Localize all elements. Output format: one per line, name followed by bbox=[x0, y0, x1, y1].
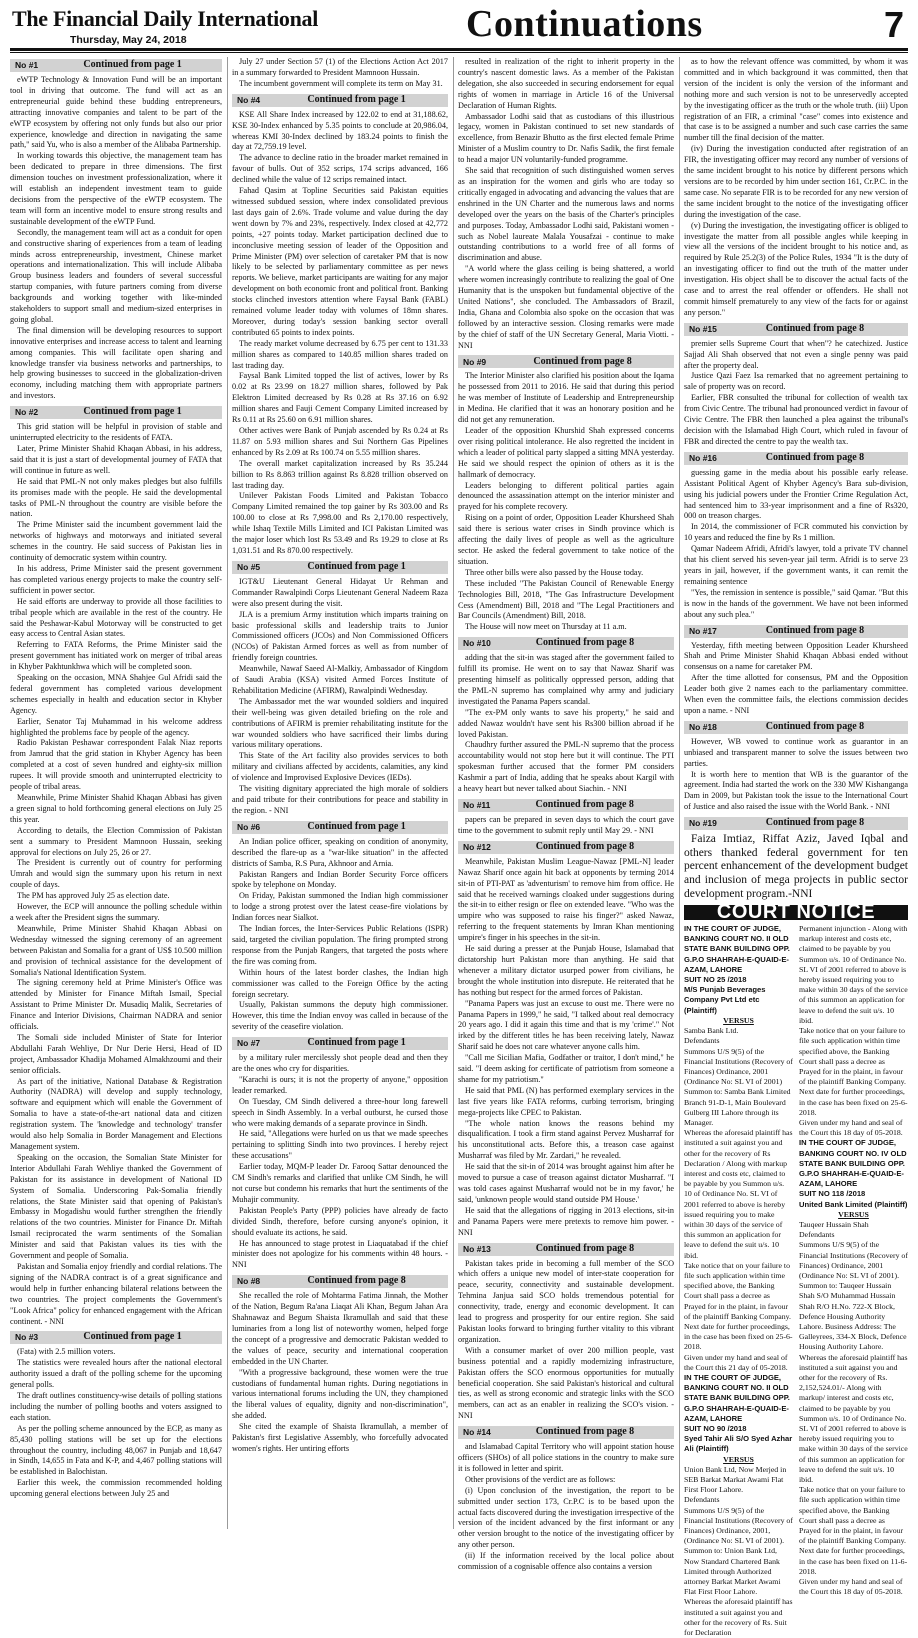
court-notice-text: Whereas the aforesaid plaintiff has instituted a suit against you and other for the recovery of Rs Declaration / Along with markup interest and costs etc, claimed to be payable by you Summon u/s. 10 of Ordinance No. SL VI of 2001 referred to above is hereby issued requiring you to make within 30 days of the service of this summon an application for leave to defend the suit u/s. 10 ibid. bbox=[684, 1128, 793, 1260]
article-paragraph: In 2014, the commissioner of FCR commuted his conviction by 10 years and reduced the fine by Rs 1 million. bbox=[684, 522, 908, 543]
continuation-number: No #4 bbox=[237, 94, 261, 105]
article-paragraph: (ii) If the information received by the local police about commission of a cognisable offence also contains a version bbox=[458, 1551, 674, 1572]
article-paragraph: He said during a presser at the Punjab House, Islamabad that dictatorship hurt Pakistan more than anything. He said that whenever a military dictator usurped power from civilians, he brought the whole institution into disrepute. He reiterated that he has nothing but respect for the armed forces of Pakistan. bbox=[458, 944, 674, 997]
court-notice-text: Summon to: Union Bank Ltd, Now Standard Chartered Bank Limited through Authorized attorney Barkat Market Awami Flat First Floor Lahore. bbox=[684, 1546, 781, 1597]
article-paragraph: Pakistan Rangers and Indian Border Security Force officers spoke by telephone on Monday. bbox=[232, 869, 448, 890]
article-continuation bbox=[458, 1243, 674, 1423]
article-continuation bbox=[232, 94, 448, 557]
article-paragraph: adding that the sit-in was staged after the government failed to fulfill its promise. He went on to say that Nawaz Sharif was presenting himself as politically oppressed person, adding that the PML-N supremo has complained why army and judiciary investigated the Panama Papers scandal. bbox=[458, 653, 674, 706]
continuation-number: No #16 bbox=[689, 452, 717, 463]
article-continuation bbox=[458, 1426, 674, 1573]
article-paragraph: guessing game in the media about his possible early release. Assistant Political Agent of Khyber Agency's Bara sub-division, using his judicial powers under the Frontier Crime Regulation Act, had sentenced him to 33-year imprisonment and a fine of Rs320, 000 on treason charges. bbox=[684, 467, 908, 521]
article-continuation bbox=[458, 841, 674, 1239]
article-paragraph: This State of the Art facility also provides services to both military and civilians affected by accidents, calamities, any kind of violence and Improvised Explosive Devices (IEDs). bbox=[232, 751, 448, 783]
article-paragraph: He said that PML-N not only makes pledges but also fulfills its promises made with the people. He said the developmental tasks of PML-N throughout the country are visible before the nation. bbox=[10, 476, 222, 519]
masthead-rule bbox=[10, 48, 908, 51]
article-paragraph: After the time allotted for consensus, PM and the Opposition Leader both give 2 names each to the parliamentary committee. When even the committee fails, the elections commission decides upon a name. - NNI bbox=[684, 673, 908, 715]
article-paragraph: Pakistan and Somalia enjoy friendly and cordial relations. The signing of the NADRA contract is of a great significance and would help in further enhancing bilateral relations between the two countries. The project complements the Government's "Look Africa" policy for enhanced engagement with the African continent. - NNI bbox=[10, 1261, 222, 1326]
article-paragraph: Earlier this week, the commission recommended holding upcoming general elections between July 25 and bbox=[10, 1478, 222, 1499]
court-notice-text: Defendants bbox=[799, 1230, 835, 1240]
article-paragraph: Fahad Qasim at Topline Securities said Pakistan equities witnessed subdued session, where index consolidated previous last days gain of 2.6%. Trade volume and value during the day went down by 7% and 23%, respectively. Index closed at 42,772 points, +27 points today. Market participation declined due to inconclusive meeting session of leader of the Opposition and Prime Minister (PM) over selection of caretaker PM that is now likely to be selected by parliamentary committee as per news reports. We believe, market participants are waiting for any major development on both economic front and political front. Banking stocks clinched investors attention where Faysal Bank (FABL) remained volume leader today with volumes of 18mn shares. Moreover, during today's session banking sector overall contributed 65 points to index points. bbox=[232, 186, 448, 337]
column-divider bbox=[227, 57, 228, 1529]
article-paragraph: as to how the relevant offence was committed, by whom it was committed and in which background it was committed, then that version of the incident is only the version of the informant and nothing more and such version is not to be unreservedly accepted by the investigating officer as the truth or the whole truth. (iii) Upon registration of an FIR, a criminal "case" comes into existence and that case is to be assigned a number and such case carries the same number till the final decision of the matter. bbox=[684, 57, 908, 143]
continuation-label: Continued from page 8 bbox=[765, 451, 865, 463]
continuation-header bbox=[10, 406, 222, 419]
article-paragraph: In working towards this objective, the management team has been dedicated to prepare in three dimensions. The first dimension touches on investment professionalization, where it will establish an independent investment team to guide decisions from the perspective of the eWTP ecosystem. The team will form an incentive model to ensure strong results and sustainable development of the eWTP Fund. bbox=[10, 151, 222, 226]
article-paragraph: IGT&U Lieutenant General Hidayat Ur Rehman and Commander Rawalpindi Corps Lieutenant General Nadeem Raza were also present during the visit. bbox=[232, 576, 448, 608]
article-paragraph: Ambassador Lodhi said that as custodians of this illustrious legacy, women in Pakistan continued to set new standards of excellence, from Benazir Bhutto as the first elected female Prime Minister of a Muslim country to Dr. Nafis Sadik, the first female to head a major UN voluntarily-funded programme. bbox=[458, 111, 674, 165]
continuation-number: No #14 bbox=[463, 1427, 491, 1438]
column-divider bbox=[453, 57, 454, 1529]
continuation-label: Continued from page 1 bbox=[83, 1331, 182, 1343]
article-paragraph: Qamar Nadeem Afridi, Afridi's lawyer, told a private TV channel that his client served his seven-year jail term. Afridi is to serve 23 years in jail, however, if the government wants, it can remit the remaining sentence bbox=[684, 544, 908, 586]
court-notice-text: Given under my hand and seal of the Court this 18 day of 05-2018. bbox=[799, 1117, 903, 1138]
court-notice-heading: IN THE COURT OF JUDGE, BANKING COURT NO. II OLD STATE BANK BUILDING OPP. G.P.O SHAHRAH-E-QUAID-E-AZAM, LAHORE bbox=[684, 1373, 790, 1423]
section-title: Continuations bbox=[466, 3, 703, 45]
column-divider bbox=[679, 57, 680, 1529]
continuation-number: No #12 bbox=[463, 841, 491, 852]
article-paragraph: premier sells Supreme Court that when"? he catechized. Justice Sajjad Ali Shah observed that not even a single penny was paid after the property deal. bbox=[684, 338, 908, 370]
article-paragraph: Speaking on the occasion, the Somalian State Minister for Interior Abdullahi Farah Wehliye thanked the Government of Pakistan for its assistance in development of National ID System of Somalia. Underscoring Pak-Somalia friendly relations, the State Minister said that opening of Pakistan's Embassy in Mogadishu would further strengthen the friendly relations of the two countries. Minister for Finance Dr. Miftah Ismail reciprocated the warm sentiments of the Somalian Minister and said that Pakistan values its ties with the Government and people of Somalia. bbox=[10, 1152, 222, 1261]
article-paragraph: "With a progressive background, these women were the true custodians of fundamental human rights. During negotiations in various international forums including the UN, they championed the liberal values of equality, dignity and non-discrimination", she added. bbox=[232, 1367, 448, 1421]
court-notice-text: Union Bank Ltd, Now Merjed in SEB Barkat Markat Awami Flat First Floor Lahore. bbox=[684, 1464, 787, 1495]
court-notice-text: Whereas the aforesaid plaintiff has instituted a suit against you and other for the recovery of Rs. Suit for Declaration bbox=[684, 1597, 793, 1638]
article-paragraph: The Prime Minister said the incumbent government laid the networks of highways and motorways and initiated several schemes in the country. He said success of Pakistan lies in continuity of democratic system within country. bbox=[10, 520, 222, 563]
court-notice-heading: United Bank Limited (Plaintiff) bbox=[799, 1199, 908, 1209]
court-notice-text: Summon to: Samba Bank Limited Branch 91-D-1, Main Boulevard Gulberg III Lahore through its Manager. bbox=[684, 1087, 791, 1127]
continuation-number: No #6 bbox=[237, 821, 261, 832]
court-notice-text: Samba Bank Ltd. bbox=[684, 1026, 739, 1036]
article-paragraph: Radio Pakistan Peshawar correspondent Falak Niaz reports from Jamrud that the grid station in Khyber Agency has been completed at a cost of seven hundred and eighty-six million rupees. It will provide smooth and uninterrupted electricity to people of tribal areas. bbox=[10, 738, 222, 792]
article-paragraph: He said that PML (N) has performed exemplary services in the last five years like FATA reforms, curbing terrorism, bringing mega-projects like CPEC to Pakistan. bbox=[458, 1085, 674, 1117]
continuation-header bbox=[458, 841, 674, 854]
continuation-number: No #2 bbox=[15, 407, 39, 418]
article-paragraph: On Tuesday, CM Sindh delivered a three-hour long farewell speech in Sindh Assembly. In a verbal outburst, he cursed those who were making demands of a separate province in Sindh. bbox=[232, 1096, 448, 1128]
court-notice-versus: VERSUS bbox=[723, 1454, 754, 1464]
article-paragraph: eWTP Technology & Innovation Fund will be an important tool in driving that outcome. The fund will act as an entrepreneurial guide behind these budding entrepreneurs, attracting innovative companies and talent to be part of the eWTP ecosystem by offering not only funds but also our prior experience, knowledge and direction in navigating the same path," said Yu, who is also a member of the Alibaba Partnership. bbox=[10, 75, 222, 150]
court-notice-left bbox=[684, 924, 793, 1638]
court-notice-body bbox=[684, 924, 908, 1638]
publication-date: Thursday, May 24, 2018 bbox=[70, 34, 187, 46]
article-paragraph: Referring to FATA Reforms, the Prime Minister said the present government has initiated work on merger of tribal areas in Khyber Pakhtunkhwa which will be completed soon. bbox=[10, 640, 222, 672]
article-paragraph: He said that the allegations of rigging in 2013 elections, sit-in and Panama Papers were mere pretexts to remove him power. - NNI bbox=[458, 1205, 674, 1237]
article-continuation bbox=[10, 406, 222, 1327]
continuation-label: Continued from page 8 bbox=[535, 799, 634, 811]
continuation-header bbox=[10, 59, 222, 72]
court-notice-text: Permanent injunction - Along with markup interest and costs etc, claimed to be payable by you Summon u/s. 10 of Ordinance No. SL VI of 2001 referred to above is hereby issued requiring you to make within 30 days of the service of this summon an application for leave to defend the suit u/s. 10 ibid. bbox=[799, 924, 908, 1025]
continuation-label: Continued from page 1 bbox=[307, 93, 406, 105]
court-notice-heading: IN THE COURT OF JUDGE, BANKING COURT NO. II OLD STATE BANK BUILDING OPP. G.P.O SHAHRAH-E-QUAID-E-AZAM, LAHORE bbox=[684, 924, 790, 974]
article-paragraph: He has announced to stage protest in Liaquatabad if the chief minister does not apologize for his comments within 48 hours. - NNI bbox=[232, 1238, 448, 1270]
article-continuation bbox=[684, 452, 908, 621]
article-paragraph: The final dimension will be developing resources to support innovative enterprises and increase access to talent and learning among companies. This will facilitate open sharing and knowledge transfer via business networks and partnerships, to help growing businesses to succeed in the globalization-driven economy, including matching them with appropriate partners and investors. bbox=[10, 325, 222, 401]
continuation-label: Continued from page 1 bbox=[307, 820, 406, 832]
continuation-header bbox=[458, 355, 674, 368]
article-paragraph: The signing ceremony held at Prime Minister's Office was attended by Minister for Finance Miftah Ismail, Special Assistant to Prime Minister Dr. Musadiq Malik, Secretaries of Finance and Interior Divisions, Chairman NADRA and senior officials. bbox=[10, 978, 222, 1032]
article-paragraph: The visiting dignitary appreciated the high morale of soldiers and paid tribute for their contributions for peace and stability in the region. - NNI bbox=[232, 784, 448, 815]
court-notice-text: Tauqeer Hussain Shah bbox=[799, 1219, 869, 1229]
column-2 bbox=[232, 57, 448, 1529]
article-continuation bbox=[684, 323, 908, 448]
article-paragraph: and Islamabad Capital Territory who will appoint station house officers (SHOs) of all police stations in the country to make sure it is followed in letter and spirit. bbox=[458, 1442, 674, 1473]
article-continuation bbox=[232, 821, 448, 1033]
article-paragraph: (i) Upon conclusion of the investigation, the report to be submitted under section 173, Cr.P.C is to be based upon the actual facts discovered during the investigation irrespective of the version of the incident advanced by the first informant or any other version brought to the notice of the investigating officer by any other person. bbox=[458, 1485, 674, 1550]
article-paragraph: by a military ruler mercilessly shot people dead and then they are the ones who cry for disparities. bbox=[232, 1053, 448, 1074]
article-paragraph: Secondly, the management team will act as a conduit for open and constructive sharing of experiences from a team of leading minds across entrepreneurship, investment, Chinese market operations and internationalization. This will include Alibaba Group business leaders and founders of several successful startup companies, with future partners coming from diverse backgrounds and working together with like-minded stakeholders to support small and medium-sized enterprises in going global. bbox=[10, 227, 222, 324]
article-continuation bbox=[232, 1275, 448, 1455]
article-paragraph: Pakistan People's Party (PPP) policies have already de facto divided Sindh, therefore, before cursing anyone's opinion, it should evaluate its actions, he said. bbox=[232, 1205, 448, 1237]
court-notice-text: Whereas the aforesaid plaintiff has instituted a suit against you and other for the recovery of Rs. 2,152,524.01/- Along with markup/ interest and costs etc, claimed to be payable by you Summon u/s. 10 of Ordinance No. SL VI of 2001 referred to above is hereby issued requiring you to make within 30 days of the service of this summon an application for leave to defend the suit u/s. 10 ibid. bbox=[799, 1352, 908, 1485]
column-4-stories bbox=[684, 57, 908, 901]
article-continuation bbox=[232, 57, 448, 90]
article-paragraph: resulted in realization of the right to inherit property in the country's nascent domestic laws. As a member of the Pakistan delegation, she also succeeded in securing endorsement for equal rights of women in marriage in Article 16 of the Universal Declaration of Human Rights. bbox=[458, 57, 674, 110]
continuation-header bbox=[232, 1275, 448, 1288]
article-paragraph: Leader of the opposition Khurshid Shah expressed concerns over rising political intolerance. He also regretted the incident in which a leader of political party slapped a sitting MNA yesterday. He said we should respect the opinion of others as it is the hallmark of democracy. bbox=[458, 426, 674, 479]
court-notice-text: Take notice that on your failure to file such application within time specified above, the Banking Court shall pass a decree as Prayed for in the plaint, in favour of the plaintiff Banking Company. bbox=[799, 1485, 906, 1546]
continuation-number: No #3 bbox=[15, 1332, 39, 1343]
court-notice-heading: M/S Punjab Beverages Company Pvt Ltd etc (Plaintiff) bbox=[684, 985, 766, 1015]
continuation-label: Continued from page 8 bbox=[535, 1242, 635, 1254]
article-paragraph: Meanwhile, Pakistan Muslim League-Nawaz [PML-N] leader Nawaz Sharif once again hit back at opponents by terming 2014 sit-in of PTI-PAT as 'adventurism' to remove him from office. He said that he received warnings cloaked under suggestions during the sit-in to either resign or flee on extended leave. "Who was the umpire who was supposed to raise his finger?" asked Nawaz, referring to the frequent statements by Imran Khan mentioning umpire's finger in his speeches in the sit-in. bbox=[458, 856, 674, 943]
court-notice-versus: VERSUS bbox=[723, 1015, 754, 1025]
continuation-label: Continued from page 8 bbox=[535, 840, 635, 852]
article-paragraph: Speaking on the occasion, MNA Shahjee Gul Afridi said the federal government has completed various development schemes especially in health and education sector in Khyber Agency. bbox=[10, 673, 222, 715]
continuation-number: No #13 bbox=[463, 1243, 491, 1254]
continuation-label: Continued from page 8 bbox=[307, 1275, 406, 1287]
article-paragraph: (Fata) with 2.5 million voters. bbox=[17, 1347, 116, 1357]
continuation-header bbox=[684, 323, 908, 336]
column-1 bbox=[10, 57, 222, 1529]
article-paragraph: The Indian forces, the Inter-Services Public Relations (ISPR) said, targeted the civilian population. The firing prompted strong response from the Punjab Rangers, that targeted the posts where the fire was coming from. bbox=[232, 924, 448, 966]
article-paragraph: papers can be prepared in seven days to which the court gave time to the government to submit reply until May 29. - NNI bbox=[458, 815, 674, 835]
article-continuation bbox=[232, 1037, 448, 1271]
article-paragraph: Earlier, Senator Taj Muhammad in his welcome address highlighted the problems face by people of the agency. bbox=[10, 716, 222, 737]
column-3 bbox=[458, 57, 674, 1572]
court-notice-text: Defendants bbox=[684, 1495, 720, 1505]
continuation-label: Continued from page 8 bbox=[535, 637, 635, 649]
continuation-header bbox=[232, 1037, 448, 1050]
continuation-header bbox=[458, 1426, 674, 1439]
article-continuation bbox=[458, 57, 674, 351]
article-paragraph: "Panama Papers was just an excuse to oust me. There were no Panama Papers in 1999," he said, "I talked about real democracy 20 years ago. I did it again this time and that is my 'crime'." Not irked by the different titles he has been receiving lately, Nawaz Sharif said he does not care whatever anyone calls him. bbox=[458, 998, 674, 1052]
page-number: 7 bbox=[883, 4, 904, 45]
article-paragraph: The statistics were revealed hours after the national electoral authority issued a draft of the polling scheme for the upcoming general polls. bbox=[10, 1358, 222, 1390]
article-paragraph: He said that the sit-in of 2014 was brought against him after he moved to pursue a case of treason against dictator Musharraf. "I was told cases against Musharraf would not be in my favor,' he said, 'unknown people would stand outside PM House.' bbox=[458, 1162, 674, 1204]
article-paragraph: Unilever Pakistan Foods Limited and Pakistan Tobacco Company Limited remained the top gainer by Rs 303.00 and Rs 100.00 to close at Rs 7,998.00 and Rs 2,170.00 respectively, while Ishaq Textile Mills Limited and ICI Pakistan Limited was the major loser which lost Rs 53.49 and Rs 19.29 to close at Rs 1,031.51 and Rs 870.00 respectively. bbox=[232, 491, 448, 555]
court-notice-text: Defendants bbox=[684, 1036, 720, 1046]
article-continuation bbox=[232, 561, 448, 817]
article-paragraph: "The ex-PM only wants to save his property," he said and added Nawaz wouldn't have sent his Rs300 billion abroad if he loved Pakistan. bbox=[458, 707, 674, 739]
article-paragraph: Faiza Imtiaz, Riffat Aziz, Javed Iqbal and others thanked federal government for ten percent enhancement of the development budget and inclusion of mega projects in public sector development program.-NNI bbox=[684, 833, 908, 900]
continuation-number: No #1 bbox=[15, 60, 39, 71]
article-paragraph: Rising on a point of order, Opposition Leader Khursheed Shah said there is serious water crises in Sindh province which is affecting the daily lives of people as well as the agriculture sector. He asked the federal government to take notice of the situation. bbox=[458, 513, 674, 566]
court-notice-heading: SUIT NO 25 /2018 bbox=[684, 975, 747, 985]
article-paragraph: July 27 under Section 57 (1) of the Elections Action Act 2017 in a summary forwarded to President Mamnoon Hussain. bbox=[232, 57, 448, 77]
continuation-label: Continued from page 1 bbox=[83, 406, 182, 418]
article-continuation bbox=[458, 355, 674, 633]
article-paragraph: (v) During the investigation, the investigating officer is obliged to investigate the matter from all possible angles while keeping in view all the versions of the incident brought to his notice and, as required by Rule 25.2(3) of the Police Rules, 1934 "It is the duty of an investigating officer to find out the truth of the matter under investigation. His object shall be to discover the actual facts of the case and to arrest the real offender or offenders. He shall not commit himself prematurely to any view of the facts for or against any person." bbox=[684, 220, 908, 317]
article-paragraph: JLA is a premium Army institution which imparts training on basic professional skills and leadership traits to Junior Commissioned officers (JCOs) and Non Commissioned Officers (NCOs) of Pakistan Armed forces as well as from number of friendly foreign countries. bbox=[232, 609, 448, 663]
article-paragraph: As part of the initiative, National Database & Registration Authority (NADRA) will develop and supply technology, software and equipment which will enable the Government of Somalia to have a state-of-the-art national data and citizen registration system. The 'knowledge and technology' transfer would also help Somalia in Border Management and Elections Management system. bbox=[10, 1076, 222, 1151]
article-paragraph: The advance to decline ratio in the broader market remained in favour of bulls. Out of 352 scrips, 174 scrips advanced, 166 declined while the value of 12 scrips remained intact. bbox=[232, 153, 448, 185]
continuation-number: No #17 bbox=[689, 625, 717, 636]
article-paragraph: "Yes, the remission in sentence is possible," said Qamar. "But this is now in the hands of the government. We have not been informed about any such plea." bbox=[684, 587, 908, 619]
article-paragraph: As per the polling scheme announced by the ECP, as many as 85,430 polling stations will be set up for the elections throughout the country, including 48,067 in Punjab and 18,647 in Sindh, 14,655 in Fata and K-P, and 4,467 polling stations will be established in Balochistan. bbox=[10, 1423, 222, 1477]
article-paragraph: It is worth here to mention that WB is the guarantor of the agreement. India had started the work on the 330 MW Kishanganga Dam in 2009, but Pakistan took the issue to the International Court of Justice and also raised the issue with the World Bank. - NNI bbox=[684, 769, 908, 812]
article-paragraph: He said efforts are underway to provide all those facilities to tribal people which are available in the rest of the country. He said the Peshawar-Kabul Motorway will be constructed to get easy access to Central Asian states. bbox=[10, 596, 222, 639]
court-notice-text: Next date for further proceedings, in the case has been fixed on 25-6-2018. bbox=[684, 1321, 793, 1352]
court-notice-heading: SUIT NO 118 /2018 bbox=[799, 1189, 866, 1199]
article-paragraph: "A world where the glass ceiling is being shattered, a world where women increasingly contribute to realizing the goal of One Humanity that is the unspoken but fundamental objective of the United Nations", she concluded. The Ambassadors of Brazil, India, Ghana and Colombia also spoke on the occasion that was followed by an interactive session. Closing remarks were made by the chief of staff of the UN Secretary General, Maria Viotti. - NNI bbox=[458, 264, 674, 350]
article-paragraph: However, WB vowed to continue work as guarantor in an unbiased and transparent manner to solve the issues between two parties. bbox=[684, 736, 908, 768]
article-paragraph: The overall market capitalization increased by Rs 35.244 billion to Rs 8.863 trillion against Rs 8.828 trillion observed on last trading day. bbox=[232, 458, 448, 490]
continuation-number: No #5 bbox=[237, 561, 261, 572]
article-paragraph: This grid station will be helpful in provision of stable and uninterrupted electricity to the residents of FATA. bbox=[10, 422, 222, 443]
continuation-number: No #11 bbox=[463, 800, 491, 811]
court-notice-text: Next date for further proceedings, in the case has been fixed on 11-6-2018. bbox=[799, 1546, 908, 1576]
article-continuation bbox=[10, 1331, 222, 1500]
continuation-label: Continued from page 8 bbox=[765, 817, 865, 829]
article-paragraph: Meanwhile, Prime Minister Shahid Khaqan Abbasi on Wednesday witnessed the signing ceremony of an agreement between Pakistan and Somalia for a grant of US$ 10.500 million and provision of technical assistance for the development of Somalia's National Identification System. bbox=[10, 923, 222, 977]
continuation-header bbox=[458, 799, 674, 812]
continuation-header bbox=[458, 637, 674, 650]
continuation-label: Continued from page 8 bbox=[765, 624, 865, 636]
article-continuation bbox=[458, 637, 674, 795]
article-paragraph: Earlier, FBR consulted the tribunal for collection of wealth tax from Civic Centre. The tribunal had pronounced verdict in favour of Civic Centre. The FBR then launched a plea against the tribunal's decision with the Islamabad High Court, which ruled in favour of FBR and directed the centre to pay the wealth tax. bbox=[684, 393, 908, 446]
article-paragraph: With a consumer market of over 200 million people, vast business potential and a rapidly modernizing infrastructure, Pakistan offers the SCO enormous opportunities for mutually beneficial cooperation. She said Pakistan's historical and cultural ties, as well as strong economic and strategic links with the SCO members, can act as an enabler in realizing the SCO's vision. - NNI bbox=[458, 1345, 674, 1421]
article-paragraph: The House will now meet on Thursday at 11 a.m. bbox=[465, 622, 627, 632]
continuation-number: No #18 bbox=[689, 721, 717, 732]
court-notice-banner: COURT NOTICE bbox=[684, 905, 908, 920]
article-paragraph: Three other bills were also passed by the House today. bbox=[465, 567, 644, 577]
continuation-label: Continued from page 8 bbox=[765, 720, 865, 732]
continuation-number: No #9 bbox=[463, 356, 487, 367]
article-paragraph: Meanwhile, Nawaf Saeed Al-Malkiy, Ambassador of Kingdom of Saudi Arabia (KSA) visited Armed Forces Institute of Rehabilitation Medicine (AFIRM), Rawalpindi Wednesday. bbox=[232, 664, 448, 695]
court-notice-heading: IN THE COURT OF JUDGE, BANKING COURT NO. IV OLD STATE BANK BUILDING OPP. G.P.O SHAHRAH-E-QUAID-E-AZAM, LAHORE bbox=[799, 1138, 907, 1189]
court-notice-text: Given under my hand and seal of the Court this 18 day of 05-2018. bbox=[799, 1577, 903, 1597]
court-notice-text: Summon to: Tauqeer Hussain Shah S/O Muhammad Hussain Shah R/O H.No. 722-X Block, Defence Housing Authority Lahore. Business Address: The Galleyrees, 334-X Block, Defence Housing Authority Lahore. bbox=[799, 1281, 907, 1352]
article-paragraph: Within hours of the latest border clashes, the Indian high commissioner was called to the Foreign Office by the acting foreign secretary. bbox=[232, 967, 448, 999]
article-paragraph: Leaders belonging to different political parties again denounced the assassination attempt on the interior minister and prayed for his complete recovery. bbox=[458, 480, 674, 512]
continuation-label: Continued from page 8 bbox=[535, 1426, 635, 1438]
article-paragraph: "Karachi is ours; it is not the property of anyone," opposition leader remarked. bbox=[232, 1074, 448, 1095]
continuation-header bbox=[10, 1331, 222, 1344]
article-paragraph: Pakistan takes pride in becoming a full member of the SCO which offers a unique new model of inter-state cooperation for peace, security, connectivity and sustainable development. Tehmina Janjua said SCO holds tremendous potential for connectivity, trade, energy and economic development. It can lead to progress and prosperity for our entire region. She said Pakistan looks forward to bringing further vitality to this vibrant organization. bbox=[458, 1258, 674, 1344]
article-paragraph: Other actives were Bank of Punjab ascended by Rs 0.24 at Rs 11.87 on 5.93 million shares and Sui Northern Gas Pipelines enhanced by Rs 2.09 at Rs 100.74 on 5.55 million shares. bbox=[232, 426, 448, 457]
article-paragraph: On Friday, Pakistan summoned the Indian high commissioner to lodge a strong protest over the latest cease-fire violations by Indian forces near Sialkot. bbox=[232, 891, 448, 923]
article-paragraph: The incumbent government will complete its term on May 31. bbox=[239, 78, 443, 88]
article-paragraph: The PM has approved July 25 as election date. bbox=[17, 891, 170, 901]
court-notice-text: Summons U/S 9(5) of the Financial Institutions (Recovery of Finances) Ordinance, 2001 (Ordinance No: SL VI of 2001) bbox=[684, 1046, 793, 1087]
court-notice-heading: SUIT NO 90 /2018 bbox=[684, 1424, 747, 1434]
article-continuation bbox=[684, 57, 908, 319]
court-notice-text: Given under my hand and seal of the Court this 21 day of 05-2018. bbox=[684, 1352, 788, 1372]
continuation-header bbox=[684, 452, 908, 465]
article-paragraph: An Indian police officer, speaking on condition of anonymity, described the flare-up as a "war-like situation" in the affected districts of Samba, R.S Pura, Akhnoor and Arnia. bbox=[232, 836, 448, 868]
court-notice-versus: VERSUS bbox=[838, 1209, 869, 1219]
continuation-label: Continued from page 8 bbox=[533, 355, 632, 367]
continuation-header bbox=[232, 94, 448, 107]
continuation-header bbox=[232, 821, 448, 834]
article-paragraph: "The whole nation knows the reasons behind my disqualification. I took a firm stand against Pervez Musharraf for his unconstitutional acts. Before this, a treason case against Musharraf was filed by Mr. Zardari," he revealed. bbox=[458, 1118, 674, 1161]
continuation-number: No #15 bbox=[689, 323, 717, 334]
continuation-header bbox=[684, 721, 908, 734]
article-paragraph: However, the ECP will announce the polling schedule within a week after the President signs the summary. bbox=[10, 902, 222, 922]
court-notice-text: Take notice that on your failure to file such application within time specified above, the Banking Court shall pass a decree as Prayed for in the plaint, in favour of the plaintiff Banking Company. bbox=[684, 1260, 791, 1321]
continuation-number: No #19 bbox=[689, 818, 717, 829]
article-paragraph: The ready market volume decreased by 6.75 per cent to 131.33 million shares as compared to 140.85 million shares traded on last trading day. bbox=[232, 338, 448, 370]
article-paragraph: The Interior Minister also clarified his position about the Iqama he possessed from 2011 to 2016. He said that during this period he was member of Institute of Leadership and Entrepreneurship in Medina. He clarified that it was an honorary position and he did not get any remuneration. bbox=[458, 371, 674, 425]
article-paragraph: Usually, Pakistan summons the deputy high commissioner. However, this time the Indian envoy was called in because of the severity of the ceasefire violation. bbox=[232, 1000, 448, 1032]
article-paragraph: According to details, the Election Commission of Pakistan sent a summary to President Mamnoon Hussain, seeking approval for elections on July 25, 26 or 27. bbox=[10, 825, 222, 857]
article-paragraph: (iv) During the investigation conducted after registration of an FIR, the investigating officer may record any number of versions of the same incident brought to his notice by different persons which versions are to be recorded by him under section 161, Cr.P.C. in the same case. No separate FIR is to be recorded for any new version of the same incident brought to the notice of the investigating officer during the investigation of the case. bbox=[684, 144, 908, 219]
article-paragraph: Chaudhry further assured the PML-N supremo that the process accountability would not stop here but it will continue. The PTI spokesman further accused that the former PM considers Kashmir a part of India, adding that he speaks about Kargil with a heavy heart but never talked about Siachin. - NNI bbox=[458, 740, 674, 794]
article-paragraph: Yesterday, fifth meeting between Opposition Leader Khursheed Shah and Prime Minister Shahid Khaqan Abbasi ended without consensus on a name for caretaker PM. bbox=[684, 640, 908, 672]
continuation-label: Continued from page 1 bbox=[307, 1037, 406, 1049]
article-paragraph: KSE All Share Index increased by 122.02 to end at 31,188.62, KSE 30-Index enhanced by 5.35 points to conclude at 20,986.04, whereas KMI 30-Index declined by 183.24 points to finish the day at 72,759.19 level. bbox=[232, 109, 448, 152]
court-notice-heading: Syed Tahir Ali S/O Syed Azhar Ali (Plaintiff) bbox=[684, 1434, 793, 1454]
article-paragraph: These included "The Pakistan Council of Renewable Energy Technologies Bill, 2018, "The Gas Infrastructure Development Cess (Amendment) Bill, 2018 and "The Legal Practitioners and Bar Councils (Amendment) Bill, 2018. bbox=[458, 578, 674, 621]
article-paragraph: The Somali side included Minister of State for Interior Abdullahi Farah Wehliye, Dr Nur Derie Hersi, Head of ID project, Ambassador Khadija Mohamed Almakhzoumi and their senior officials. bbox=[10, 1032, 222, 1075]
court-notice-right bbox=[799, 924, 908, 1638]
continuation-label: Continued from page 1 bbox=[83, 59, 182, 71]
court-notice-text: Next date for further proceedings, in the case has been fixed on 25-6-2018. bbox=[799, 1087, 908, 1117]
article-paragraph: She recalled the role of Mohtarma Fatima Jinnah, the Mother of the Nation, Begum Ra'ana Liaqat Ali Khan, Begum Jahan Ara Shahnawaz and Begum Shaista Ikramullah and said that these luminaries from a long list of noteworthy women, helped forge the concept of a progressive and democratic Pakistan wedded to the values of peace, security and international cooperation embedded in the UN Charter. bbox=[232, 1291, 448, 1366]
masthead bbox=[0, 0, 918, 58]
article-paragraph: Earlier today, MQM-P leader Dr. Farooq Sattar denounced the CM Sindh's remarks and clarified that unlike CM Sindh, he will not curse but condemn his remarks that hurt the sentiments of the Muhajir community. bbox=[232, 1162, 448, 1204]
article-paragraph: She said that recognition of such distinguished women serves as an inspiration for the women and girls who are today so critically engaged in advocating and advancing the values that are enshrined in the UN Charter and the numerous laws and norms developed over the years on the basis of the Charter's principles and purposes. Today, Ambassador Lodhi said, Pakistani women - such as Nobel laureate Malala Yousafzai - continue to make outstanding contributions to a world free of all forms of discrimination and abuse. bbox=[458, 166, 674, 263]
continuation-header bbox=[684, 817, 908, 830]
article-paragraph: She cited the example of Shaista Ikramullah, a member of Pakistan's first Legislative Assembly, who forcefully advocated women's rights. Her untiring efforts bbox=[232, 1422, 448, 1453]
column-4 bbox=[684, 57, 908, 1638]
article-paragraph: The President is currently out of country for performing Umrah and would sign the summary upon his return in next couple of days. bbox=[10, 858, 222, 890]
court-notice-text: Take notice that on your failure to file such application within time specified above, the Banking Court shall pass a decree as Prayed for in the plaint, in favour of the plaintiff Banking Company. bbox=[799, 1026, 906, 1087]
continuation-header bbox=[684, 625, 908, 638]
article-paragraph: The draft outlines constituency-wise details of polling stations including the number of polling booths and voters assigned to each station. bbox=[10, 1391, 222, 1422]
article-continuation bbox=[684, 817, 908, 901]
article-continuation bbox=[684, 721, 908, 813]
masthead-rule-thin bbox=[10, 52, 908, 53]
article-continuation bbox=[458, 799, 674, 837]
paper-name: The Financial Daily International bbox=[12, 6, 319, 31]
continuation-number: No #7 bbox=[237, 1038, 261, 1049]
article-paragraph: The Ambassador met the war wounded soldiers and inquired their well-being was given detailed briefing on the role and contributions of AFIRM is premier rehabilitating institute for the war wounded soldiers who have sacrificed their limbs during various military operations. bbox=[232, 696, 448, 750]
article-paragraph: In his address, Prime Minister said the present government has completed various energy projects to make the country self-sufficient in power sector. bbox=[10, 563, 222, 595]
continuation-label: Continued from page 1 bbox=[307, 560, 406, 572]
continuation-header bbox=[232, 561, 448, 574]
court-notice-text: Summons U/S 9(5) of the Financial Institutions (Recovery of Finances) Ordinance, 2001, (Ordinance No: SL VI of 2001). bbox=[684, 1505, 793, 1546]
continuation-number: No #8 bbox=[237, 1276, 261, 1287]
article-paragraph: Later, Prime Minister Shahid Khaqan Abbasi, in his address, said that it is just a start of developmental journey of FATA that will continue in future as well. bbox=[10, 444, 222, 475]
article-paragraph: "Call me Sicilian Mafia, Godfather or traitor, I don't mind," he said. "I deem asking for certificate of patriotism from someone a shame for my patriotism." bbox=[458, 1053, 674, 1084]
continuation-label: Continued from page 8 bbox=[765, 322, 865, 334]
article-paragraph: Faysal Bank Limited topped the list of actives, lower by Rs 0.02 at Rs 23.99 on 18.27 million shares, followed by Pak Elektron Limited decreased by Rs 0.28 at Rs 37.16 on 6.92 million shares and Fauji Cement Company Limited increased by Rs 0.11 at Rs 25.60 on 6.91 million shares. bbox=[232, 371, 448, 425]
article-paragraph: Meanwhile, Prime Minister Shahid Khaqan Abbasi has given a green signal to hold forthcoming general elections on July 25 this year. bbox=[10, 793, 222, 824]
article-paragraph: Justice Qazi Faez Isa remarked that no agreement pertaining to sale of property was on record. bbox=[684, 371, 908, 392]
court-notice-text: Summons U/S 9(5) of the Financial Institutions (Recovery of Finances) Ordinance, 2001 (Ordinance No: SL VI of 2001). bbox=[799, 1240, 908, 1280]
article-continuation bbox=[10, 59, 222, 402]
article-continuation bbox=[684, 625, 908, 717]
continuation-number: No #10 bbox=[463, 638, 491, 649]
continuation-header bbox=[458, 1243, 674, 1256]
article-paragraph: Other provisions of the verdict are as follows: bbox=[465, 1474, 616, 1484]
article-paragraph: He said, "Allegations were hurled on us that we made speeches pertaining to splitting Sindh into two provinces. I hereby reject these accusations" bbox=[232, 1129, 448, 1161]
